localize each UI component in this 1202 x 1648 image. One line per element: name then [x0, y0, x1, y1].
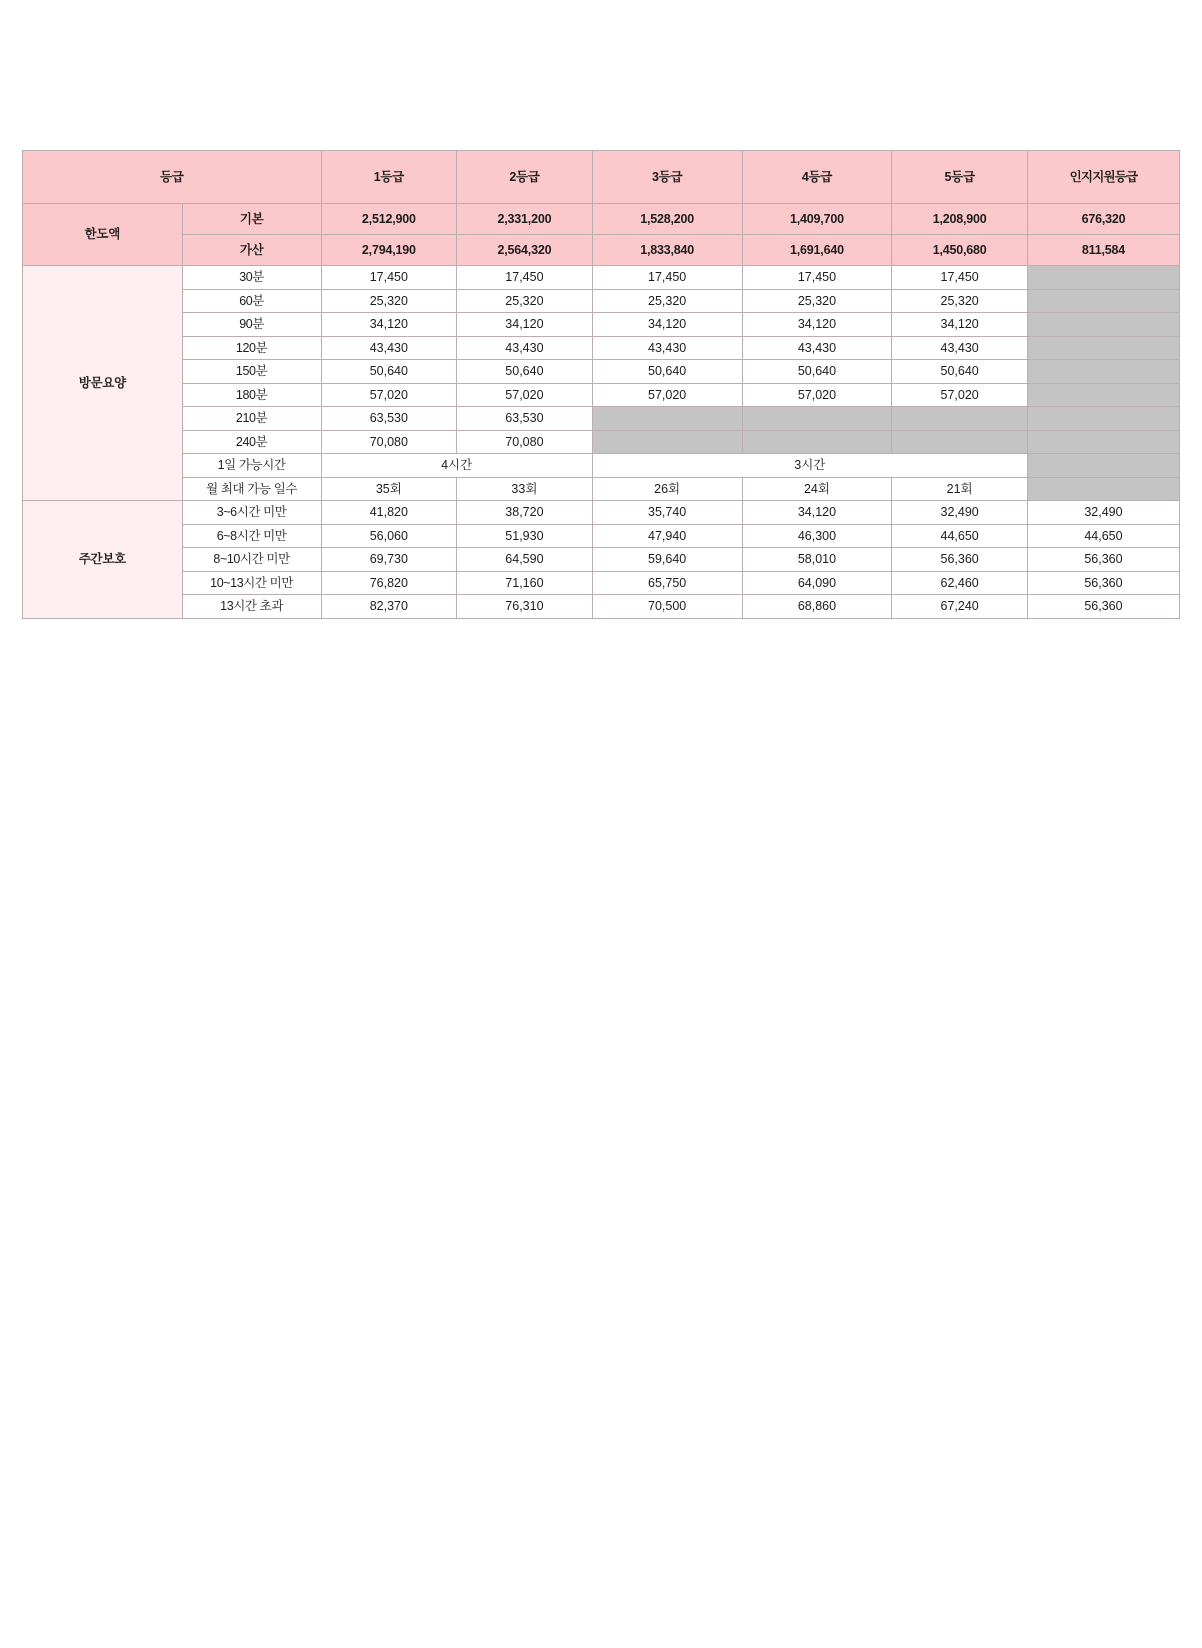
daily-hours-row	[23, 454, 1180, 478]
day-care-value: 56,360	[1027, 571, 1179, 595]
day-care-value: 34,120	[742, 501, 892, 525]
day-care-value: 64,590	[457, 548, 593, 572]
home-care-value: 70,080	[457, 430, 593, 454]
day-care-value: 56,360	[1027, 595, 1179, 619]
day-care-value: 69,730	[321, 548, 457, 572]
day-care-value: 59,640	[592, 548, 742, 572]
home-care-value: 34,120	[457, 313, 593, 337]
home-care-value: 25,320	[592, 289, 742, 313]
day-care-value: 56,060	[321, 524, 457, 548]
monthly-max-value: 21회	[892, 477, 1028, 501]
limit-value: 1,450,680	[892, 235, 1028, 266]
day-care-value: 62,460	[892, 571, 1028, 595]
home-care-value: 70,080	[321, 430, 457, 454]
limit-row-1	[23, 235, 1180, 266]
day-care-row-2	[23, 548, 1180, 572]
day-care-row-label: 3~6시간 미만	[182, 501, 321, 525]
day-care-value: 32,490	[892, 501, 1028, 525]
daily-hours-value: 3시간	[592, 454, 1027, 478]
home-care-value: 34,120	[592, 313, 742, 337]
home-care-value: 34,120	[742, 313, 892, 337]
monthly-max-value: 24회	[742, 477, 892, 501]
day-care-row-label: 13시간 초과	[182, 595, 321, 619]
home-care-row-0	[23, 266, 1180, 290]
day-care-value: 41,820	[321, 501, 457, 525]
unavailable-cell	[742, 430, 892, 454]
limit-value: 2,794,190	[321, 235, 457, 266]
monthly-max-label: 월 최대 가능 일수	[182, 477, 321, 501]
home-care-row-label: 30분	[182, 266, 321, 290]
unavailable-cell	[1027, 360, 1179, 384]
home-care-value: 25,320	[321, 289, 457, 313]
home-care-group-label: 방문요양	[23, 266, 183, 501]
day-care-row-3	[23, 571, 1180, 595]
home-care-value: 34,120	[892, 313, 1028, 337]
home-care-row-label: 150분	[182, 360, 321, 384]
home-care-value: 57,020	[321, 383, 457, 407]
day-care-value: 51,930	[457, 524, 593, 548]
limit-row-0	[23, 204, 1180, 235]
home-care-value: 34,120	[321, 313, 457, 337]
unavailable-cell	[1027, 266, 1179, 290]
unavailable-cell	[742, 407, 892, 431]
home-care-value: 17,450	[742, 266, 892, 290]
header-grade-label: 등급	[23, 151, 322, 204]
home-care-value: 25,320	[892, 289, 1028, 313]
unavailable-cell	[1027, 336, 1179, 360]
limit-value: 811,584	[1027, 235, 1179, 266]
header-grade-6: 인지지원등급	[1027, 151, 1179, 204]
monthly-max-value: 26회	[592, 477, 742, 501]
home-care-row-label: 120분	[182, 336, 321, 360]
day-care-group-label: 주간보호	[23, 501, 183, 619]
day-care-value: 70,500	[592, 595, 742, 619]
limit-value: 2,331,200	[457, 204, 593, 235]
daily-hours-value: 4시간	[321, 454, 592, 478]
home-care-value: 57,020	[892, 383, 1028, 407]
day-care-value: 35,740	[592, 501, 742, 525]
long-term-care-rate-table	[22, 150, 1180, 619]
daily-hours-label: 1일 가능시간	[182, 454, 321, 478]
day-care-value: 56,360	[1027, 548, 1179, 572]
home-care-value: 25,320	[742, 289, 892, 313]
home-care-value: 50,640	[321, 360, 457, 384]
day-care-value: 56,360	[892, 548, 1028, 572]
home-care-row-6	[23, 407, 1180, 431]
home-care-value: 57,020	[742, 383, 892, 407]
home-care-value: 57,020	[592, 383, 742, 407]
home-care-row-label: 180분	[182, 383, 321, 407]
home-care-value: 50,640	[457, 360, 593, 384]
unavailable-cell	[1027, 430, 1179, 454]
day-care-value: 47,940	[592, 524, 742, 548]
day-care-value: 64,090	[742, 571, 892, 595]
home-care-row-label: 60분	[182, 289, 321, 313]
unavailable-cell	[1027, 313, 1179, 337]
home-care-value: 50,640	[592, 360, 742, 384]
limit-value: 676,320	[1027, 204, 1179, 235]
home-care-value: 17,450	[892, 266, 1028, 290]
home-care-value: 43,430	[892, 336, 1028, 360]
day-care-row-label: 6~8시간 미만	[182, 524, 321, 548]
day-care-row-label: 8~10시간 미만	[182, 548, 321, 572]
unavailable-cell	[592, 430, 742, 454]
home-care-row-label: 240분	[182, 430, 321, 454]
day-care-value: 68,860	[742, 595, 892, 619]
day-care-row-label: 10~13시간 미만	[182, 571, 321, 595]
home-care-value: 50,640	[742, 360, 892, 384]
limit-value: 1,208,900	[892, 204, 1028, 235]
limit-group-label: 한도액	[23, 204, 183, 266]
day-care-value: 38,720	[457, 501, 593, 525]
limit-row-label: 가산	[182, 235, 321, 266]
header-grade-5: 5등급	[892, 151, 1028, 204]
day-care-value: 67,240	[892, 595, 1028, 619]
unavailable-cell	[892, 407, 1028, 431]
home-care-value: 17,450	[592, 266, 742, 290]
home-care-value: 25,320	[457, 289, 593, 313]
unavailable-cell	[892, 430, 1028, 454]
home-care-row-7	[23, 430, 1180, 454]
unavailable-cell	[1027, 477, 1179, 501]
home-care-value: 57,020	[457, 383, 593, 407]
day-care-value: 44,650	[1027, 524, 1179, 548]
limit-value: 1,691,640	[742, 235, 892, 266]
unavailable-cell	[1027, 454, 1179, 478]
home-care-value: 43,430	[592, 336, 742, 360]
day-care-value: 71,160	[457, 571, 593, 595]
home-care-row-label: 210분	[182, 407, 321, 431]
header-grade-3: 3등급	[592, 151, 742, 204]
home-care-row-4	[23, 360, 1180, 384]
home-care-value: 63,530	[457, 407, 593, 431]
home-care-row-label: 90분	[182, 313, 321, 337]
limit-value: 1,409,700	[742, 204, 892, 235]
home-care-row-2	[23, 313, 1180, 337]
home-care-value: 43,430	[321, 336, 457, 360]
limit-value: 2,512,900	[321, 204, 457, 235]
monthly-max-row	[23, 477, 1180, 501]
limit-value: 1,528,200	[592, 204, 742, 235]
header-grade-4: 4등급	[742, 151, 892, 204]
home-care-value: 50,640	[892, 360, 1028, 384]
header-grade-1: 1등급	[321, 151, 457, 204]
monthly-max-value: 33회	[457, 477, 593, 501]
home-care-row-5	[23, 383, 1180, 407]
home-care-value: 43,430	[742, 336, 892, 360]
day-care-value: 65,750	[592, 571, 742, 595]
day-care-value: 76,820	[321, 571, 457, 595]
unavailable-cell	[1027, 407, 1179, 431]
day-care-value: 46,300	[742, 524, 892, 548]
home-care-value: 17,450	[457, 266, 593, 290]
day-care-value: 44,650	[892, 524, 1028, 548]
limit-row-label: 기본	[182, 204, 321, 235]
home-care-value: 43,430	[457, 336, 593, 360]
monthly-max-value: 35회	[321, 477, 457, 501]
day-care-value: 58,010	[742, 548, 892, 572]
unavailable-cell	[1027, 289, 1179, 313]
table-header-row	[23, 151, 1180, 204]
home-care-value: 17,450	[321, 266, 457, 290]
day-care-value: 32,490	[1027, 501, 1179, 525]
home-care-row-3	[23, 336, 1180, 360]
rate-table-container	[22, 150, 1180, 619]
header-grade-2: 2등급	[457, 151, 593, 204]
day-care-value: 82,370	[321, 595, 457, 619]
home-care-row-1	[23, 289, 1180, 313]
day-care-row-1	[23, 524, 1180, 548]
limit-value: 1,833,840	[592, 235, 742, 266]
limit-value: 2,564,320	[457, 235, 593, 266]
day-care-row-0	[23, 501, 1180, 525]
unavailable-cell	[592, 407, 742, 431]
home-care-value: 63,530	[321, 407, 457, 431]
day-care-row-4	[23, 595, 1180, 619]
unavailable-cell	[1027, 383, 1179, 407]
day-care-value: 76,310	[457, 595, 593, 619]
